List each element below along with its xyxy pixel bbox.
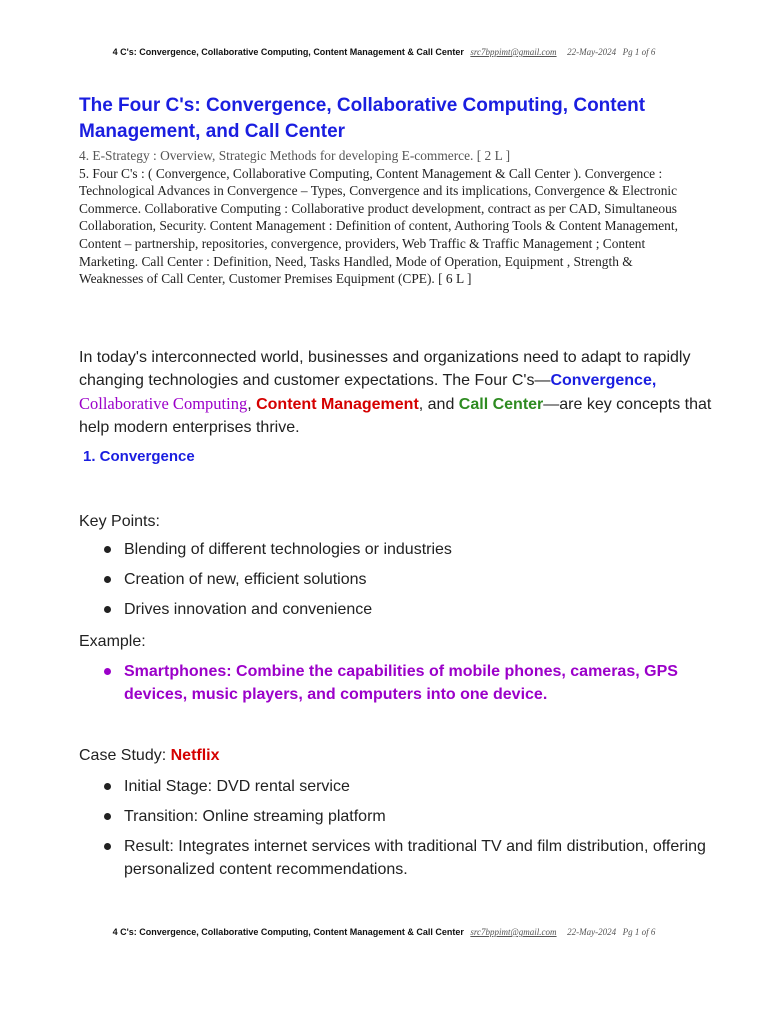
list-item: Drives innovation and convenience bbox=[79, 598, 719, 621]
footer-page: Pg 1 of 6 bbox=[622, 927, 656, 937]
page-footer bbox=[0, 927, 768, 937]
intro-convergence: Convergence, bbox=[550, 372, 657, 389]
list-item: Result: Integrates internet services with traditional TV and film distribution, offering personalized content recommendations. bbox=[79, 835, 719, 881]
list-item: Transition: Online streaming platform bbox=[79, 805, 719, 828]
example-label: Example: bbox=[79, 633, 146, 650]
case-study-name: Netflix bbox=[170, 747, 220, 764]
intro-collaborative-computing: Collaborative Computing bbox=[79, 394, 248, 413]
footer-title: 4 C's: Convergence, Collaborative Computing, Content Management & Call Center bbox=[112, 927, 464, 937]
case-study-list bbox=[79, 775, 719, 888]
header-email[interactable]: src7bppimt@gmail.com bbox=[470, 47, 557, 57]
header-date: 22-May-2024 bbox=[567, 47, 617, 57]
intro-sep-1: , bbox=[247, 396, 257, 413]
document-title: The Four C's: Convergence, Collaborative Computing, Content Management, and Call Center bbox=[79, 95, 646, 142]
header-page: Pg 1 of 6 bbox=[622, 47, 656, 57]
case-study-label: Case Study: bbox=[79, 747, 171, 764]
page-header bbox=[0, 47, 768, 57]
syllabus-text: 5. Four C's : ( Convergence, Collaborative Computing, Content Management & Call Center ). Convergence : Technological Advances in Convergence – Types, Convergence and its implications, Convergence & Electronic Commerce. Collaborative Computing : Collaborative product development, contract as per CAD, Simultaneous Collaboration, Security. Content Management : Definition of content, Authoring Tools & Content Management, Content – partnership, repositories, convergence, providers, Web Traffic & Traffic Management ; Content Marketing. Call Center : Definition, Need, Tasks Handled, Mode of Operation, Equipment , Strength & Weaknesses of Call Center, Customer Premises Equipment (CPE). [ 6 L ] bbox=[79, 165, 678, 287]
intro-paragraph bbox=[79, 346, 719, 439]
syllabus-excerpt-image bbox=[79, 148, 679, 320]
footer-email[interactable]: src7bppimt@gmail.com bbox=[470, 927, 557, 937]
section-heading-convergence: 1. Convergence bbox=[83, 448, 195, 465]
intro-content-management: Content Management bbox=[256, 396, 419, 413]
list-item: Blending of different technologies or industries bbox=[79, 538, 719, 561]
syllabus-cut-line: 4. E-Strategy : Overview, Strategic Methods for developing E-commerce. [ 2 L ] bbox=[79, 148, 511, 163]
intro-sep-2: , and bbox=[418, 396, 459, 413]
key-points-label: Key Points: bbox=[79, 513, 160, 530]
list-item: Smartphones: Combine the capabilities of mobile phones, cameras, GPS devices, music players, and computers into one device. bbox=[79, 660, 719, 706]
example-list bbox=[79, 660, 719, 713]
list-item: Initial Stage: DVD rental service bbox=[79, 775, 719, 798]
key-points-list bbox=[79, 538, 719, 628]
intro-text-end: —are key concepts that help modern enterprises thrive. bbox=[79, 396, 712, 436]
intro-text-start: In today's interconnected world, businesses and organizations need to adapt to rapidly changing technologies and customer expectations. The Four C's— bbox=[79, 349, 691, 389]
intro-call-center: Call Center bbox=[458, 396, 544, 413]
footer-date: 22-May-2024 bbox=[567, 927, 617, 937]
case-study-line bbox=[79, 744, 220, 767]
header-title: 4 C's: Convergence, Collaborative Computing, Content Management & Call Center bbox=[112, 47, 464, 57]
list-item: Creation of new, efficient solutions bbox=[79, 568, 719, 591]
